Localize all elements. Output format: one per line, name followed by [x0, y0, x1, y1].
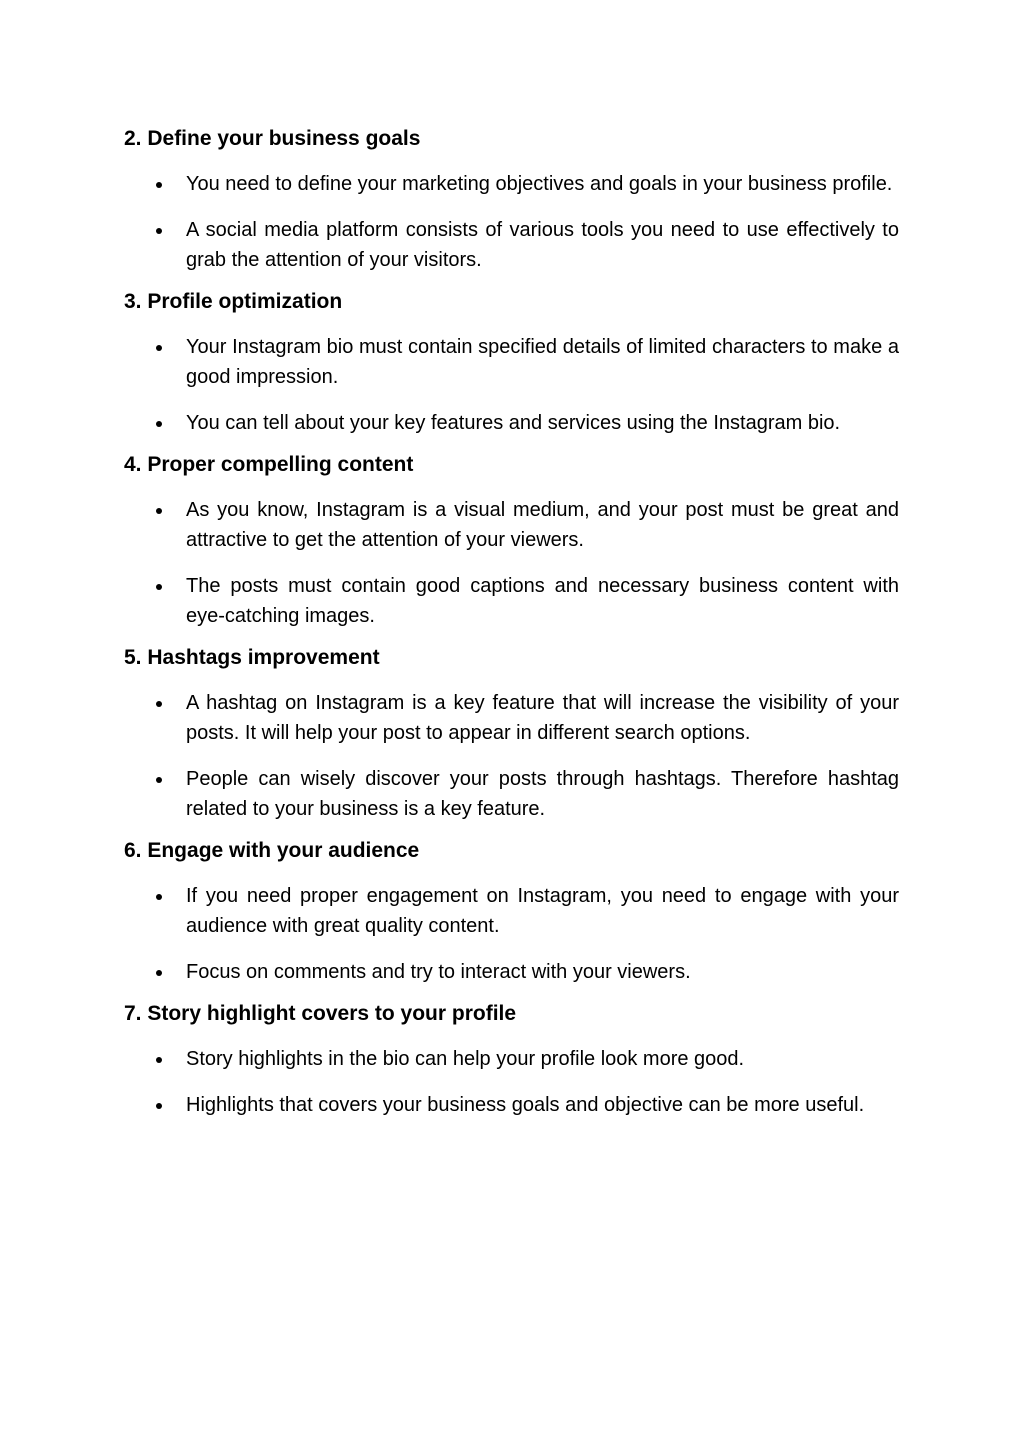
- bullet-text: As you know, Instagram is a visual medium, and your post must be great and attractive to get the attention of your viewers.: [186, 499, 899, 551]
- section-hashtags-improvement: [124, 643, 899, 824]
- bullet-text: People can wisely discover your posts through hashtags. Therefore hashtag related to your business is a key feature.: [186, 768, 899, 820]
- section-heading: 3. Profile optimization: [124, 290, 343, 313]
- section-compelling-content: [124, 450, 899, 631]
- bullet-icon: [156, 228, 162, 234]
- bullet-text: Highlights that covers your business goals and objective can be more useful.: [186, 1094, 865, 1116]
- bullet-item: [124, 495, 899, 555]
- bullet-item: [124, 1090, 899, 1120]
- bullet-icon: [156, 894, 162, 900]
- bullet-item: [124, 332, 899, 392]
- bullet-text: Your Instagram bio must contain specified details of limited characters to make a good impression.: [186, 336, 899, 388]
- bullet-item: [124, 688, 899, 748]
- bullet-icon: [156, 701, 162, 707]
- bullet-list: [124, 881, 899, 987]
- section-define-business-goals: [124, 124, 899, 275]
- section-heading: 5. Hashtags improvement: [124, 646, 380, 669]
- section-story-highlight-covers: [124, 999, 899, 1120]
- section-heading: 2. Define your business goals: [124, 127, 421, 150]
- section-heading: 7. Story highlight covers to your profile: [124, 1002, 517, 1025]
- bullet-item: [124, 881, 899, 941]
- bullet-text: You can tell about your key features and services using the Instagram bio.: [186, 412, 841, 434]
- bullet-item: [124, 408, 899, 438]
- bullet-icon: [156, 1103, 162, 1109]
- bullet-icon: [156, 508, 162, 514]
- bullet-icon: [156, 970, 162, 976]
- bullet-list: [124, 332, 899, 438]
- bullet-icon: [156, 345, 162, 351]
- bullet-item: [124, 764, 899, 824]
- bullet-list: [124, 1044, 899, 1120]
- bullet-icon: [156, 1057, 162, 1063]
- bullet-text: A social media platform consists of various tools you need to use effectively to grab the attention of your visitors.: [186, 219, 899, 271]
- bullet-text: You need to define your marketing objectives and goals in your business profile.: [186, 173, 893, 195]
- document-content: [124, 124, 899, 1132]
- bullet-item: [124, 1044, 899, 1074]
- bullet-item: [124, 571, 899, 631]
- bullet-icon: [156, 584, 162, 590]
- bullet-icon: [156, 182, 162, 188]
- section-engage-audience: [124, 836, 899, 987]
- bullet-text: Story highlights in the bio can help your profile look more good.: [186, 1048, 745, 1070]
- bullet-item: [124, 215, 899, 275]
- bullet-list: [124, 169, 899, 275]
- section-heading: 4. Proper compelling content: [124, 453, 414, 476]
- bullet-list: [124, 495, 899, 631]
- bullet-list: [124, 688, 899, 824]
- bullet-item: [124, 957, 899, 987]
- section-profile-optimization: [124, 287, 899, 438]
- bullet-icon: [156, 421, 162, 427]
- bullet-text: Focus on comments and try to interact with your viewers.: [186, 961, 691, 983]
- section-heading: 6. Engage with your audience: [124, 839, 420, 862]
- bullet-text: If you need proper engagement on Instagram, you need to engage with your audience with great quality content.: [186, 885, 899, 937]
- bullet-item: [124, 169, 899, 199]
- bullet-icon: [156, 777, 162, 783]
- bullet-text: The posts must contain good captions and necessary business content with eye-catching images.: [186, 575, 899, 627]
- bullet-text: A hashtag on Instagram is a key feature that will increase the visibility of your posts. It will help your post to appear in different search options.: [186, 692, 899, 744]
